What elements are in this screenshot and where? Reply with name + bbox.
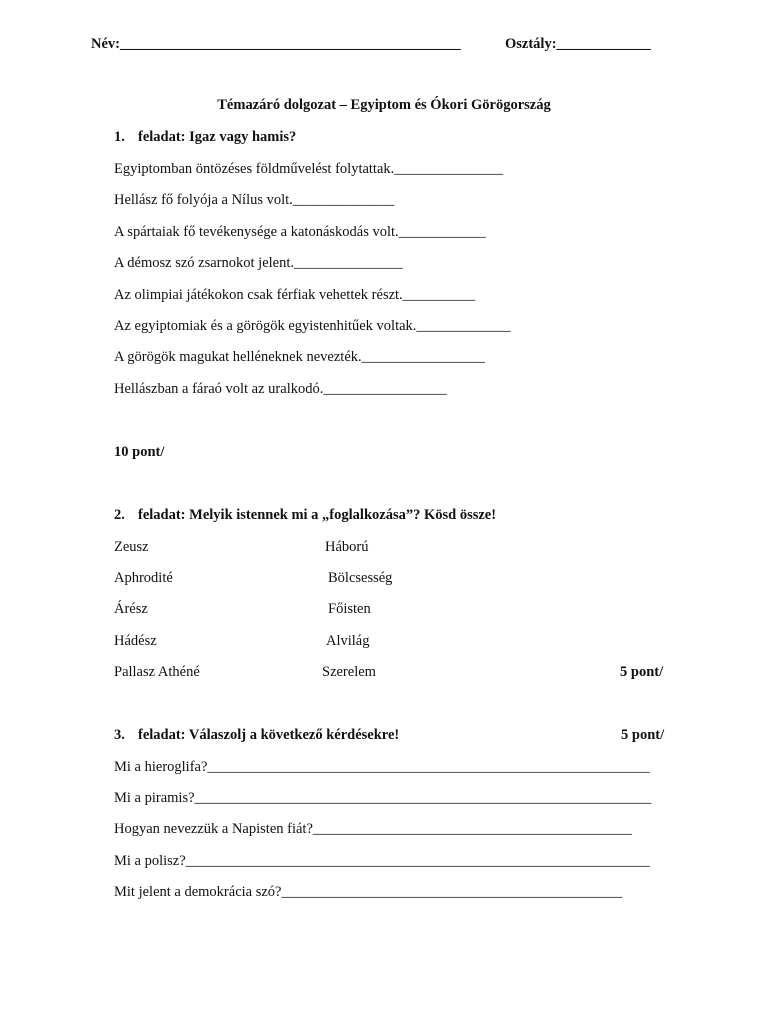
task3-question: Mi a piramis?_______________________________________________________________ [114,790,652,806]
page-title: Témazáró dolgozat – Egyiptom és Ókori Görögország [217,97,551,113]
god-domain: Főisten [328,601,371,617]
task3-question: Mi a hieroglifa?_____________________________________________________________ [114,759,650,775]
task1-statement: Hellászban a fáraó volt az uralkodó._________________ [114,381,447,397]
god-domain: Háború [325,539,369,555]
task1-statement: Az egyiptomiak és a görögök egyistenhitűek voltak._____________ [114,318,511,334]
task1-statement: Hellász fő folyója a Nílus volt.______________ [114,192,395,208]
god-domain: Alvilág [326,633,370,649]
god-domain: Szerelem [322,664,376,680]
task1-statement: Az olimpiai játékokon csak férfiak vehettek részt.__________ [114,287,476,303]
god-domain: Bölcsesség [328,570,393,586]
task1-statement: A görögök magukat helléneknek nevezték._________________ [114,349,485,365]
task3-number: 3. [114,727,125,743]
name-field-line: Név:_______________________________________________ [91,36,461,52]
task1-statement: A démosz szó zsarnokot jelent._______________ [114,255,403,271]
god-name: Zeusz [114,539,149,555]
god-name: Hádész [114,633,157,649]
task3-question: Mi a polisz?________________________________________________________________ [114,853,650,869]
task1-number: 1. [114,129,125,145]
task3-question: Hogyan nevezzük a Napisten fiát?____________________________________________ [114,821,632,837]
task3-points: 5 pont/ [621,727,665,743]
task1-heading: feladat: Igaz vagy hamis? [138,129,297,145]
task1-points: 10 pont/ [114,444,165,460]
god-name: Pallasz Athéné [114,664,200,680]
class-field-line: Osztály:_____________ [505,36,651,52]
god-name: Aphrodité [114,570,173,586]
task2-number: 2. [114,507,125,523]
god-name: Árész [114,601,148,617]
task2-heading: feladat: Melyik istennek mi a „foglalkozása”? Kösd össze! [138,507,497,523]
task2-points: 5 pont/ [620,664,664,680]
task3-heading: feladat: Válaszolj a következő kérdésekre! [138,727,400,743]
task3-question: Mit jelent a demokrácia szó?_______________________________________________ [114,884,623,900]
task1-statement: Egyiptomban öntözéses földművelést folytattak._______________ [114,161,504,177]
task1-statement: A spártaiak fő tevékenysége a katonáskodás volt.____________ [114,224,486,240]
